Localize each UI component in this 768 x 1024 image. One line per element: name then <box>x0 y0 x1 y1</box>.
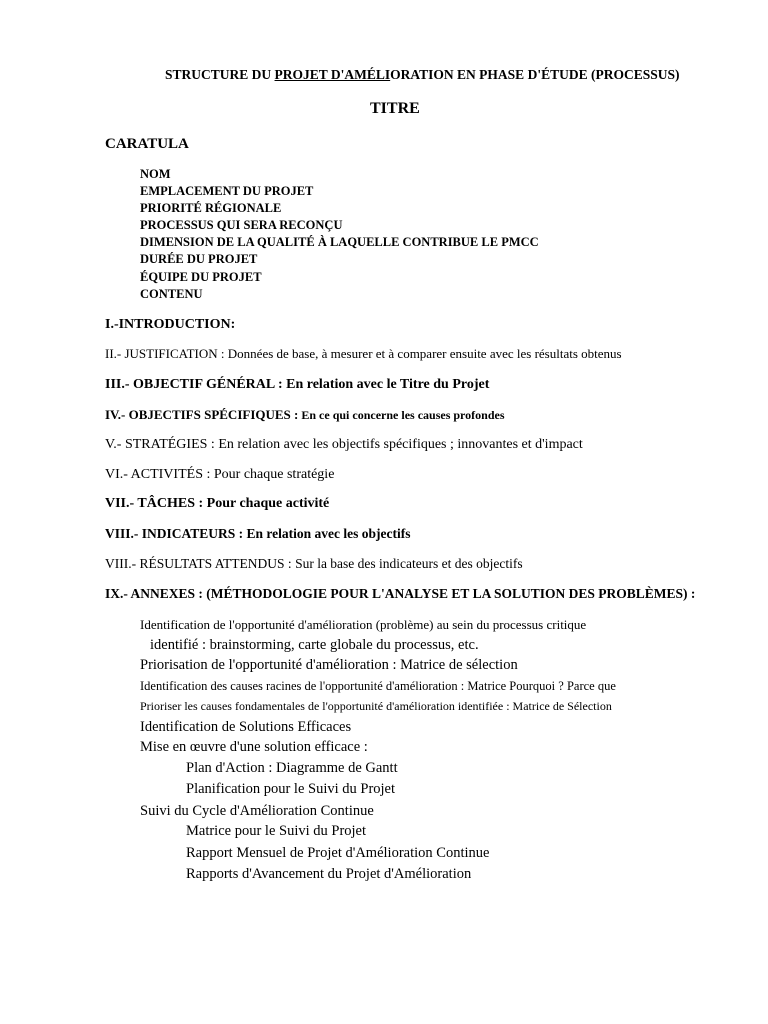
annex-item-label: Prioriser les causes fondamentales de l'opportunité d'amélioration identifiée : Matrice de Sélection <box>140 699 612 713</box>
annex-item-label: Mise en œuvre d'une solution efficace : <box>140 739 368 755</box>
cover-item <box>128 201 281 216</box>
section-text: En ce qui concerne les causes profondes <box>298 408 505 422</box>
section-text: En relation avec les objectifs <box>243 526 411 541</box>
annex-item-label: Identification de Solutions Efficaces <box>140 719 352 735</box>
section-heading <box>105 467 334 483</box>
section-heading <box>105 526 411 542</box>
cover-item-label: CONTENU <box>140 287 203 301</box>
annex-item <box>128 803 374 820</box>
annex-item <box>128 657 518 674</box>
section-label: I.-INTRODUCTION: <box>105 317 236 332</box>
annex-item <box>128 679 616 694</box>
section-label: IX.- ANNEXES : <box>105 586 203 601</box>
section-text: Données de base, à mesurer et à comparer ensuite avec les résultats obtenus <box>224 346 622 361</box>
section-heading <box>105 586 695 602</box>
cover-item-label: DURÉE DU PROJET <box>140 252 258 266</box>
document-subtitle: TITRE <box>370 100 420 117</box>
annex-item <box>128 699 612 714</box>
cover-item <box>128 184 313 199</box>
annex-sub-item <box>174 781 395 798</box>
section-heading <box>105 377 489 393</box>
annex-sub-item-label: Planification pour le Suivi du Projet <box>186 781 396 797</box>
annex-item-label: Identification de l'opportunité d'amélioration (problème) au sein du processus critique <box>140 617 587 632</box>
section-text: Pour chaque activité <box>203 496 330 511</box>
section-label: IV.- OBJECTIFS SPÉCIFIQUES : <box>105 407 299 422</box>
cover-item-label: PROCESSUS QUI SERA RECONÇU <box>140 218 343 232</box>
section-label: VIII.- INDICATEURS : <box>105 526 244 541</box>
cover-item <box>128 218 342 233</box>
title-part-2-underlined: PROJET D'AMÉLI <box>274 67 391 82</box>
annex-item-label: Suivi du Cycle d'Amélioration Continue <box>140 803 374 819</box>
section-label: II.- JUSTIFICATION : <box>105 346 225 361</box>
annex-sub-item-label: Plan d'Action : Diagramme de Gantt <box>186 760 398 776</box>
cover-item <box>128 167 171 182</box>
cover-item-label: ÉQUIPE DU PROJET <box>140 270 262 284</box>
annex-item <box>128 617 586 633</box>
annex-sub-item-label: Matrice pour le Suivi du Projet <box>186 823 367 839</box>
cover-item <box>128 270 262 285</box>
section-heading <box>105 496 329 512</box>
section-label: V.- STRATÉGIES : <box>105 437 215 452</box>
annex-sub-item <box>174 845 489 862</box>
annex-item-label: Priorisation de l'opportunité d'amélioration : Matrice de sélection <box>140 657 518 673</box>
title-part-1: STRUCTURE DU <box>165 67 275 82</box>
cover-item-label: DIMENSION DE LA QUALITÉ À LAQUELLE CONTRIBUE LE PMCC <box>140 235 539 249</box>
title-part-3: ORATION EN PHASE D'ÉTUDE (PROCESSUS) <box>390 67 680 82</box>
cover-item-label: NOM <box>140 167 171 181</box>
section-label: VI.- ACTIVITÉS : <box>105 467 211 482</box>
cover-item <box>128 235 539 250</box>
section-text: Pour chaque stratégie <box>210 467 335 482</box>
section-heading <box>105 407 504 423</box>
section-heading <box>105 437 583 453</box>
section-heading <box>105 317 235 333</box>
annex-sub-item <box>174 823 366 840</box>
cover-item <box>128 287 203 302</box>
annex-sub-item <box>174 760 398 777</box>
document-title <box>165 67 679 83</box>
section-label: VIII.- RÉSULTATS ATTENDUS : <box>105 556 292 571</box>
section-text: En relation avec le Titre du Projet <box>282 377 490 392</box>
annex-sub-item <box>174 866 471 883</box>
section-text: Sur la base des indicateurs et des objectifs <box>291 556 523 571</box>
annex-item <box>128 719 351 736</box>
section-heading <box>105 556 523 572</box>
section-label: VII.- TÂCHES : <box>105 496 204 511</box>
annex-item-continuation: identifié : brainstorming, carte globale du processus, etc. <box>150 637 479 653</box>
cover-item-label: EMPLACEMENT DU PROJET <box>140 184 314 198</box>
section-label: III.- OBJECTIF GÉNÉRAL : <box>105 377 283 392</box>
section-heading <box>105 346 622 362</box>
annex-item <box>128 739 368 756</box>
cover-item <box>128 252 257 267</box>
cover-item-label: PRIORITÉ RÉGIONALE <box>140 201 282 215</box>
section-text: En relation avec les objectifs spécifiques ; innovantes et d'impact <box>214 437 583 452</box>
caratula-heading: CARATULA <box>105 136 189 152</box>
annex-item-label: Identification des causes racines de l'opportunité d'amélioration : Matrice Pourquoi ? Parce que <box>140 679 616 693</box>
section-text: (MÉTHODOLOGIE POUR L'ANALYSE ET LA SOLUTION DES PROBLÈMES) : <box>202 586 696 601</box>
annex-sub-item-label: Rapports d'Avancement du Projet d'Amélioration <box>186 866 472 882</box>
annex-sub-item-label: Rapport Mensuel de Projet d'Amélioration Continue <box>186 845 490 861</box>
